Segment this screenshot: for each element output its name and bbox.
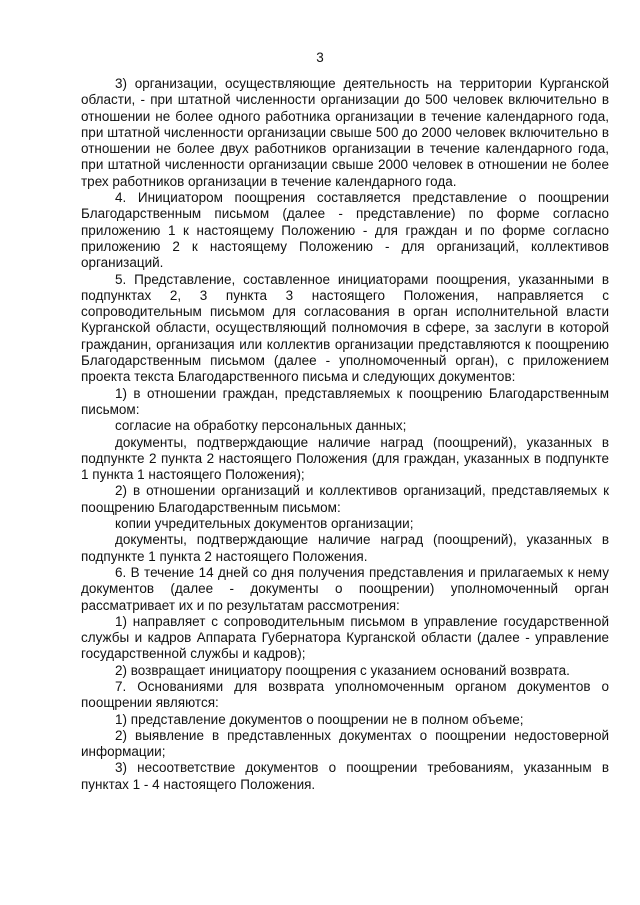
document-body bbox=[81, 76, 609, 793]
paragraph: 3) организации, осуществляющие деятельность на территории Курганской области, - при штатной численности организации до 500 человек включительно в отношении не более одного работника организации в течение календарного года, при штатной численности организации свыше 500 до 2000 человек включительно в отношении не более двух работников организации в течение календарного года, при штатной численности организации свыше 2000 человек в отношении не более трех работников организации в течение календарного года. bbox=[81, 76, 609, 189]
paragraph: 2) выявление в представленных документах о поощрении недостоверной информации; bbox=[81, 727, 609, 760]
paragraph: документы, подтверждающие наличие наград (поощрений), указанных в подпункте 1 пункта 2 настоящего Положения. bbox=[81, 532, 609, 564]
paragraph: 1) представление документов о поощрении не в полном объеме; bbox=[115, 711, 524, 727]
paragraph: 2) возвращает инициатору поощрения с указанием оснований возврата. bbox=[115, 662, 570, 678]
paragraph: 1) в отношении граждан, представляемых к поощрению Благодарственным письмом: bbox=[81, 385, 609, 417]
paragraph: копии учредительных документов организации; bbox=[115, 516, 414, 532]
paragraph: согласие на обработку персональных данных; bbox=[115, 418, 407, 434]
page-number: 3 bbox=[316, 50, 324, 65]
paragraph: 7. Основаниями для возврата уполномоченным органом документов о поощрении являются: bbox=[81, 678, 609, 711]
paragraph: 6. В течение 14 дней со дня получения представления и прилагаемых к нему документов (далее - документы о поощрении) уполномоченный орган рассматривает их и по результатам рассмотрения: bbox=[81, 564, 609, 613]
paragraph: 1) направляет с сопроводительным письмом в управление государственной службы и кадров Аппарата Губернатора Курганской области (далее - управление государственной службы и кадров); bbox=[81, 613, 609, 662]
paragraph: документы, подтверждающие наличие наград (поощрений), указанных в подпункте 2 пункта 2 настоящего Положения (для граждан, указанных в подпункте 1 пункта 1 настоящего Положения); bbox=[81, 434, 609, 483]
paragraph: 4. Инициатором поощрения составляется представление о поощрении Благодарственным письмом (далее - представление) по форме согласно приложению 1 к настоящему Положению - для граждан и по форме согласно приложению 2 к настоящему Положению - для организаций, коллективов организаций. bbox=[81, 190, 609, 271]
paragraph: 3) несоответствие документов о поощрении требованиям, указанным в пунктах 1 - 4 настоящего Положения. bbox=[81, 760, 609, 792]
paragraph: 5. Представление, составленное инициаторами поощрения, указанными в подпунктах 2, 3 пункта 3 настоящего Положения, направляется с сопроводительным письмом для согласования в орган исполнительной власти Курганской области, осуществляющий полномочия в сфере, за заслуги в которой гражданин, организация или коллектив организации представляются к поощрению Благодарственным письмом (далее - уполномоченный орган), с приложением проекта текста Благодарственного письма и следующих документов: bbox=[81, 271, 609, 385]
paragraph: 2) в отношении организаций и коллективов организаций, представляемых к поощрению Благодарственным письмом: bbox=[81, 483, 609, 515]
